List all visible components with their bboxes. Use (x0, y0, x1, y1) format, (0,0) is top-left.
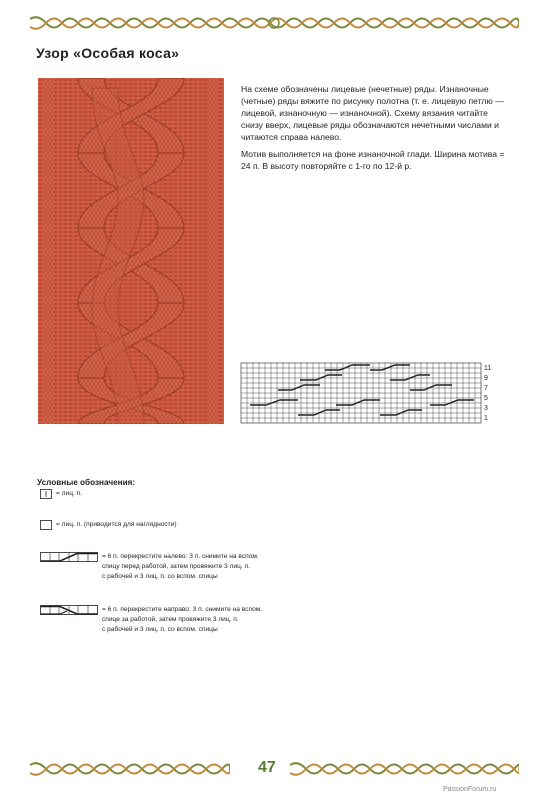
left-cross-symbol (40, 552, 98, 562)
pattern-description (241, 83, 506, 177)
page-number: 47 (258, 759, 276, 776)
right-cross-symbol (40, 605, 98, 615)
row-label: 5 (484, 395, 488, 402)
row-label: 11 (484, 365, 492, 372)
legend-line: = 6 п. перекрестите налево: 3 п. снимите на вспом. (102, 553, 259, 560)
row-label: 3 (484, 405, 488, 412)
legend-item-text (56, 520, 177, 530)
knitted-swatch-photo (38, 78, 224, 424)
knitting-chart (240, 362, 496, 424)
legend-line: спицу перед работой, затем провяжите 3 лиц. п. (102, 563, 250, 570)
description-paragraph: На схеме обозначены лицевые (нечетные) ряды. Изнаночные (четные) ряды вяжите по рисунку полотна (т. е. лицевую петлю — лицевой, изнаночную — изнаночной). Схему вязания читайте снизу вверх, лицевые ряды обозначаются нечетными числами и читаются справа налево. (241, 84, 504, 142)
chart-cells (241, 363, 491, 423)
legend-line: спице за работой, затем провяжите 3 лиц. п. (102, 616, 239, 623)
legend-item-text (56, 489, 82, 499)
bottom-left-celtic-border (30, 762, 230, 776)
legend-line: = лиц. п. (56, 490, 83, 497)
legend-line: с рабочей и 3 лиц. п. со вспом. спицы (102, 626, 218, 633)
description-paragraph: Мотив выполняется на фоне изнаночной глади. Ширина мотива = 24 п. В высоту повторяйте с 1-го по 12-й р. (241, 149, 505, 171)
watermark: PassionForum.ru (443, 786, 497, 793)
empty-square-symbol (40, 520, 52, 530)
legend-line: = лиц. п. (приводится для наглядности) (56, 521, 177, 528)
row-label: 7 (484, 385, 488, 392)
legend-item-text (102, 552, 259, 582)
legend-line: = 6 п. перекрестите направо: 3 п. снимите на вспом. (102, 606, 263, 613)
bottom-right-celtic-border (290, 762, 519, 776)
knit-stitch-symbol (40, 489, 52, 499)
page-title: Узор «Особая коса» (36, 45, 180, 61)
legend-line: с рабочей и 3 лиц. п. со вспом. спицы (102, 573, 218, 580)
row-label: 1 (484, 415, 488, 422)
legend-item-text (102, 605, 262, 635)
knitting-chart-grid (240, 362, 496, 424)
row-label: 9 (484, 375, 488, 382)
legend-title: Условные обозначения: (37, 478, 136, 487)
top-celtic-border (30, 16, 519, 30)
